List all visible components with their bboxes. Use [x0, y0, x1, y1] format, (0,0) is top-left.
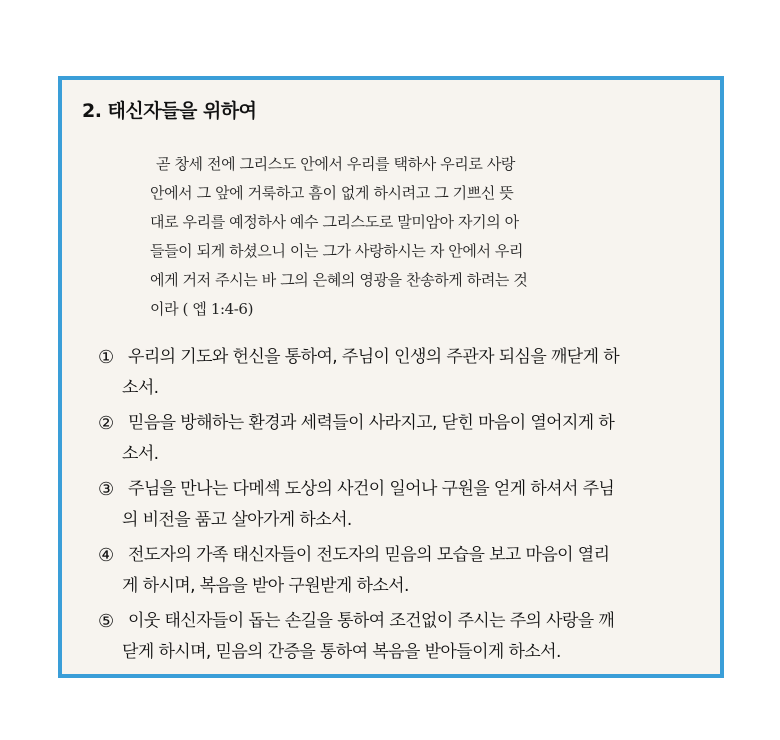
- prayer-line: 소서.: [122, 378, 159, 398]
- section-title: 2. 태신자들을 위하여: [82, 100, 257, 122]
- prayer-text: [122, 606, 698, 668]
- prayer-number: ②: [98, 413, 115, 434]
- prayer-item: [98, 606, 692, 672]
- verse-line: 대로 우리를 예정하사 예수 그리스도로 말미암아 자기의 아: [150, 213, 519, 231]
- prayer-line: 전도자의 가족 태신자들이 전도자의 믿음의 모습을 보고 마음이 열리: [128, 545, 610, 565]
- prayer-text: [122, 540, 698, 602]
- prayer-line: 우리의 기도와 헌신을 통하여, 주님이 인생의 주관자 되심을 깨닫게 하: [128, 347, 620, 367]
- prayer-item: [98, 342, 692, 408]
- prayer-text: [122, 342, 698, 404]
- prayer-number: ①: [98, 347, 115, 368]
- prayer-number: ④: [98, 545, 115, 566]
- prayer-card: [58, 76, 724, 678]
- prayer-item: [98, 540, 692, 606]
- prayer-line: 닫게 하시며, 믿음의 간증을 통하여 복음을 받아들이게 하소서.: [122, 642, 561, 662]
- prayer-item: [98, 408, 692, 474]
- prayer-item: [98, 474, 692, 540]
- prayer-text: [122, 474, 698, 536]
- prayer-list: [98, 342, 692, 672]
- verse-reference-line: 이라 ( 엡 1:4-6): [150, 300, 254, 318]
- prayer-line: 이웃 태신자들이 돕는 손길을 통하여 조건없이 주시는 주의 사랑을 깨: [128, 611, 615, 631]
- verse-line: 곧 창세 전에 그리스도 안에서 우리를 택하사 우리로 사랑: [156, 155, 516, 173]
- prayer-line: 소서.: [122, 444, 159, 464]
- scripture-quote: [150, 150, 630, 324]
- prayer-line: 의 비전을 품고 살아가게 하소서.: [122, 510, 352, 530]
- prayer-text: [122, 408, 698, 470]
- verse-line: 들들이 되게 하셨으니 이는 그가 사랑하시는 자 안에서 우리: [150, 242, 524, 260]
- prayer-number: ⑤: [98, 611, 115, 632]
- prayer-line: 게 하시며, 복음을 받아 구원받게 하소서.: [122, 576, 409, 596]
- verse-line: 안에서 그 앞에 거룩하고 흠이 없게 하시려고 그 기쁘신 뜻: [150, 184, 514, 202]
- prayer-number: ③: [98, 479, 115, 500]
- prayer-line: 주님을 만나는 다메섹 도상의 사건이 일어나 구원을 얻게 하셔서 주님: [128, 479, 615, 499]
- verse-line: 에게 거저 주시는 바 그의 은혜의 영광을 찬송하게 하려는 것: [150, 271, 528, 289]
- prayer-line: 믿음을 방해하는 환경과 세력들이 사라지고, 닫힌 마음이 열어지게 하: [128, 413, 615, 433]
